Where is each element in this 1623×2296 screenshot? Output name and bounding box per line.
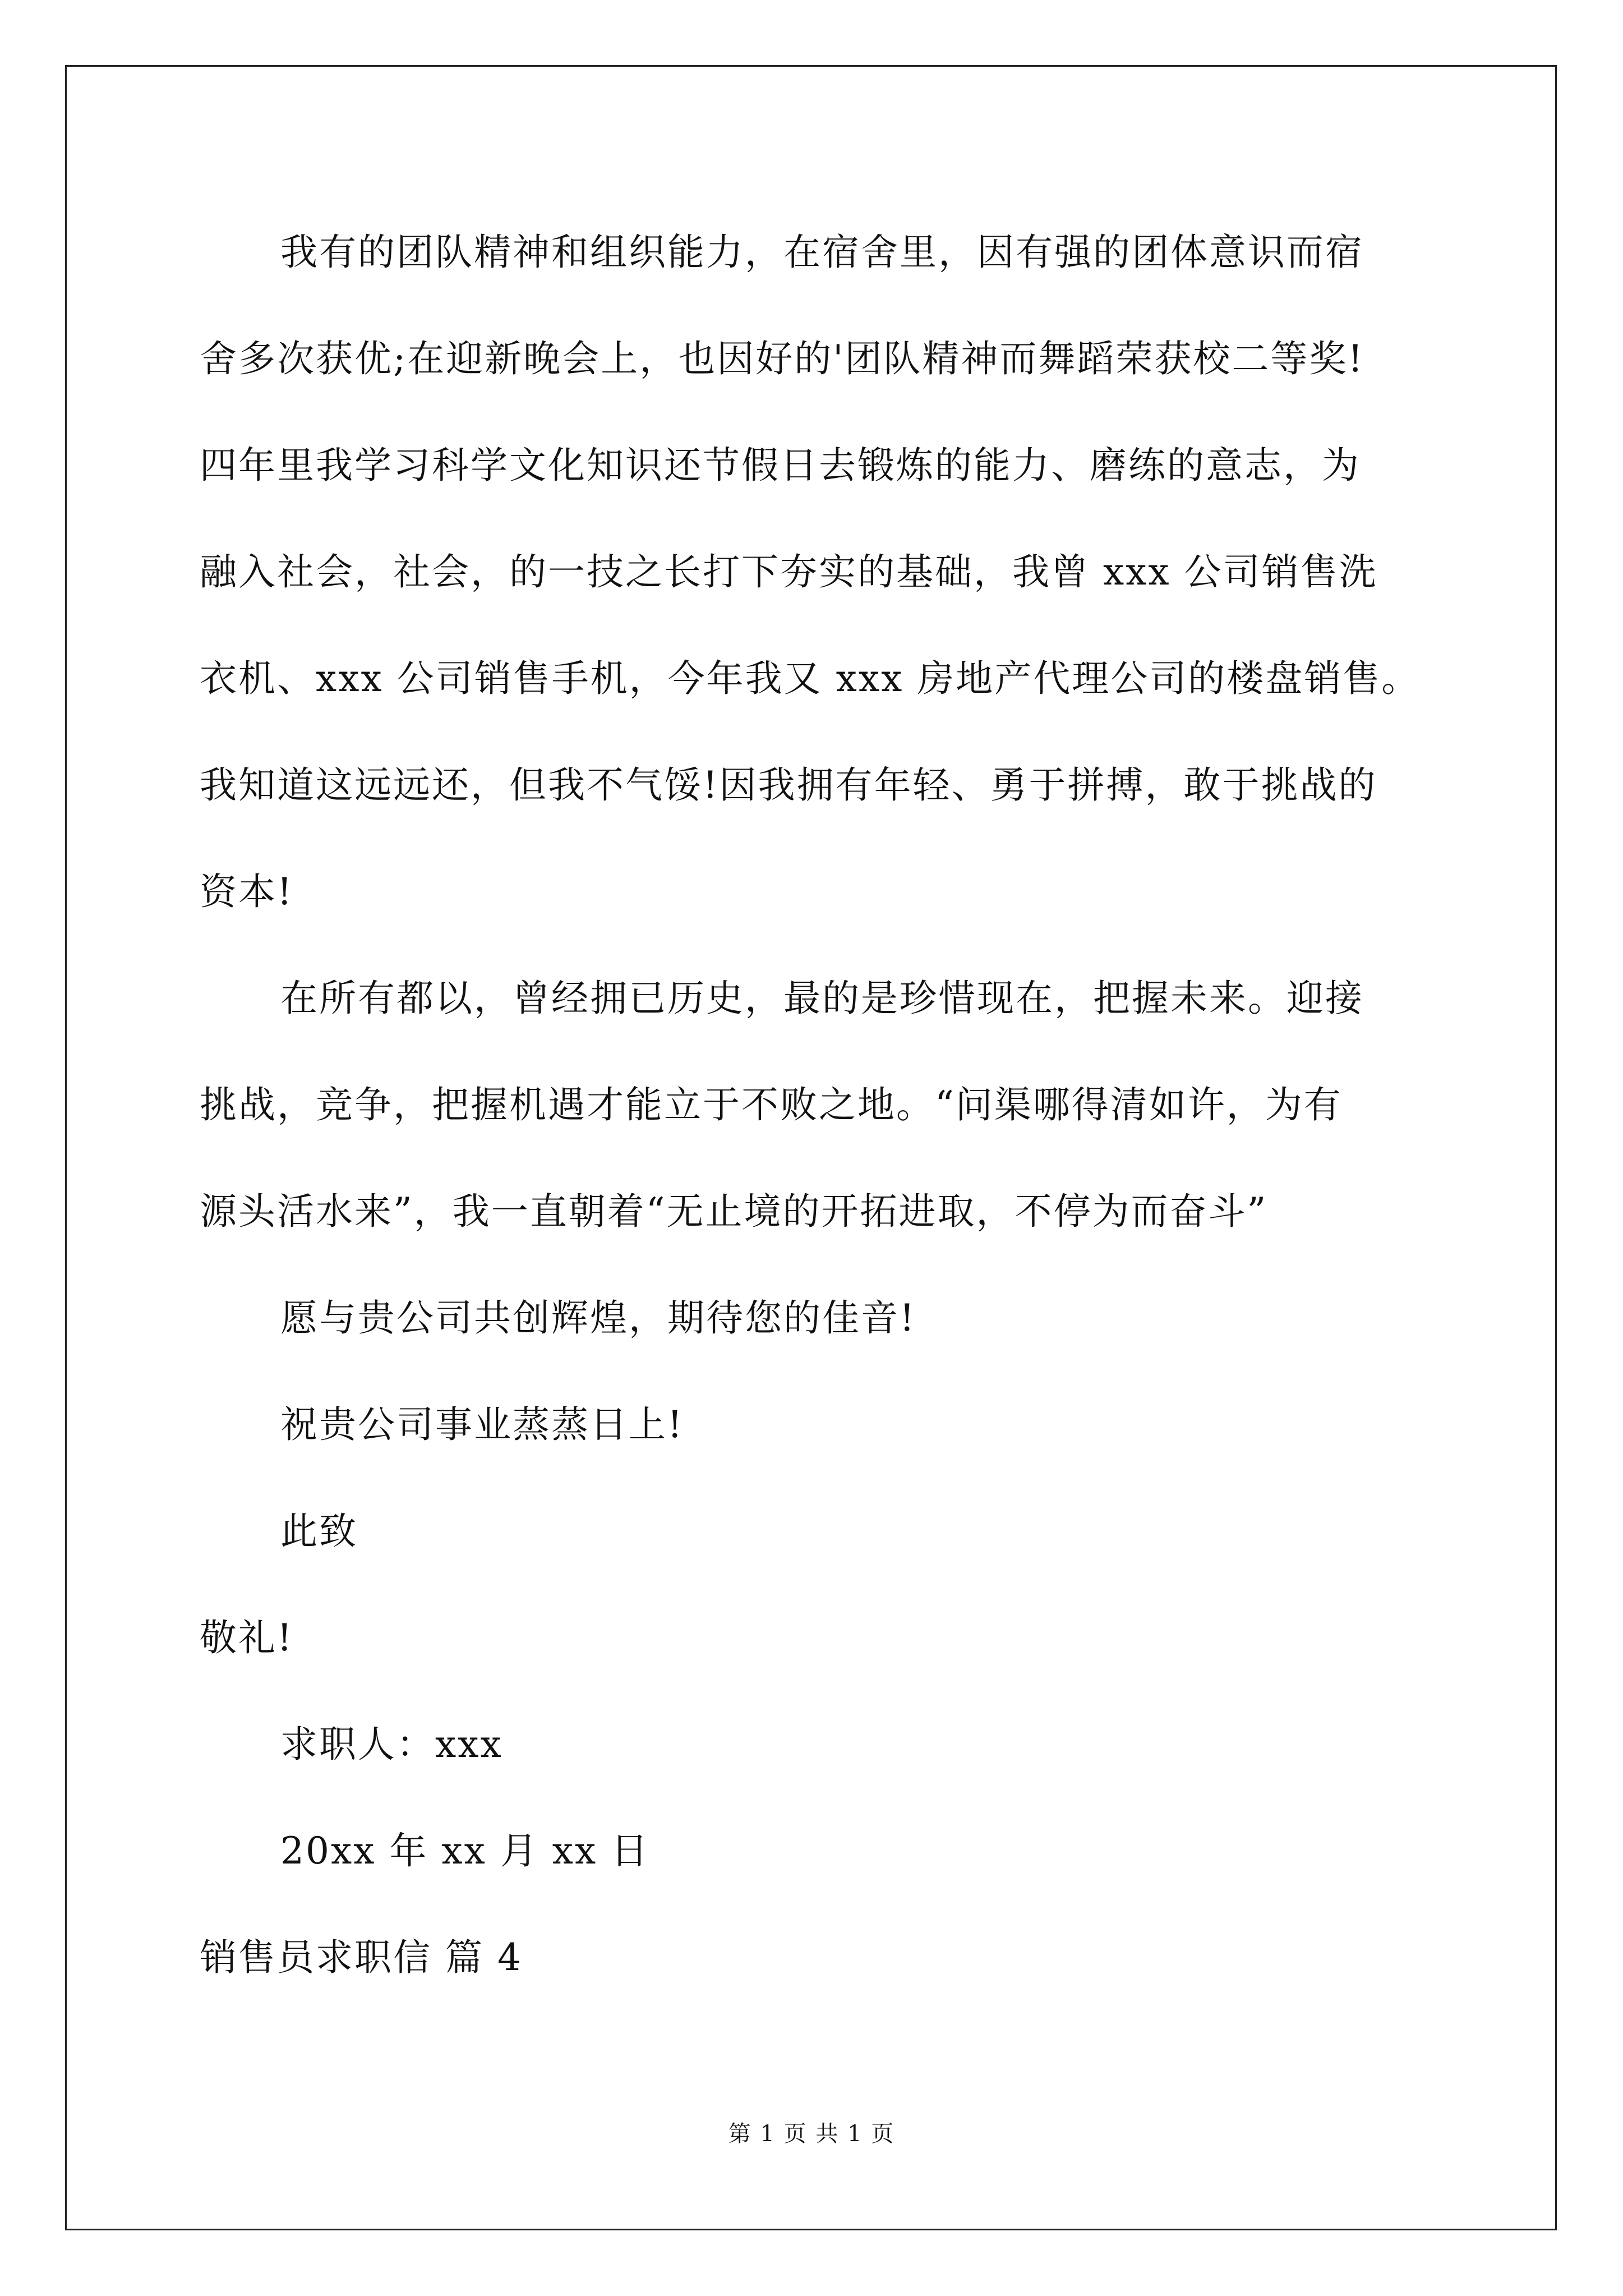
paragraph-line: 挑战，竞争，把握机遇才能立于不败之地。“问渠哪得清如许，为有 xyxy=(200,1083,1343,1126)
salutation-cizhi: 此致 xyxy=(280,1510,358,1553)
paragraph-line: 衣机、xxx 公司销售手机，今年我又 xxx 房地产代理公司的楼盘销售。 xyxy=(200,657,1421,700)
paragraph-line: 资本! xyxy=(200,870,294,913)
applicant-signature: 求职人：xxx xyxy=(280,1723,503,1766)
closing-wish: 愿与贵公司共创辉煌，期待您的佳音! xyxy=(280,1296,916,1340)
page-border xyxy=(65,65,1557,2230)
section-heading: 销售员求职信 篇 4 xyxy=(200,1936,523,1979)
paragraph-line: 源头活水来”，我一直朝着“无止境的开拓进取，不停为而奋斗” xyxy=(200,1190,1268,1233)
paragraph-line: 舍多次获优;在迎新晚会上，也因好的'团队精神而舞蹈荣获校二等奖! xyxy=(200,337,1364,380)
paragraph-line: 在所有都以，曾经拥已历史，最的是珍惜现在，把握未来。迎接 xyxy=(280,977,1364,1020)
salutation-jingli: 敬礼! xyxy=(200,1616,294,1659)
page-footer: 第 1 页 共 1 页 xyxy=(728,2121,895,2147)
paragraph-line: 我知道这远远还，但我不气馁!因我拥有年轻、勇于拼搏，敢于挑战的 xyxy=(200,763,1377,807)
closing-blessing: 祝贵公司事业蒸蒸日上! xyxy=(280,1403,684,1446)
paragraph-line: 融入社会，社会，的一技之长打下夯实的基础，我曾 xxx 公司销售洗 xyxy=(200,550,1378,593)
paragraph-line: 我有的团队精神和组织能力，在宿舍里，因有强的团体意识而宿 xyxy=(280,231,1364,274)
letter-date: 20xx 年 xx 月 xx 日 xyxy=(280,1829,650,1872)
paragraph-line: 四年里我学习科学文化知识还节假日去锻炼的能力、磨练的意志，为 xyxy=(200,444,1361,487)
